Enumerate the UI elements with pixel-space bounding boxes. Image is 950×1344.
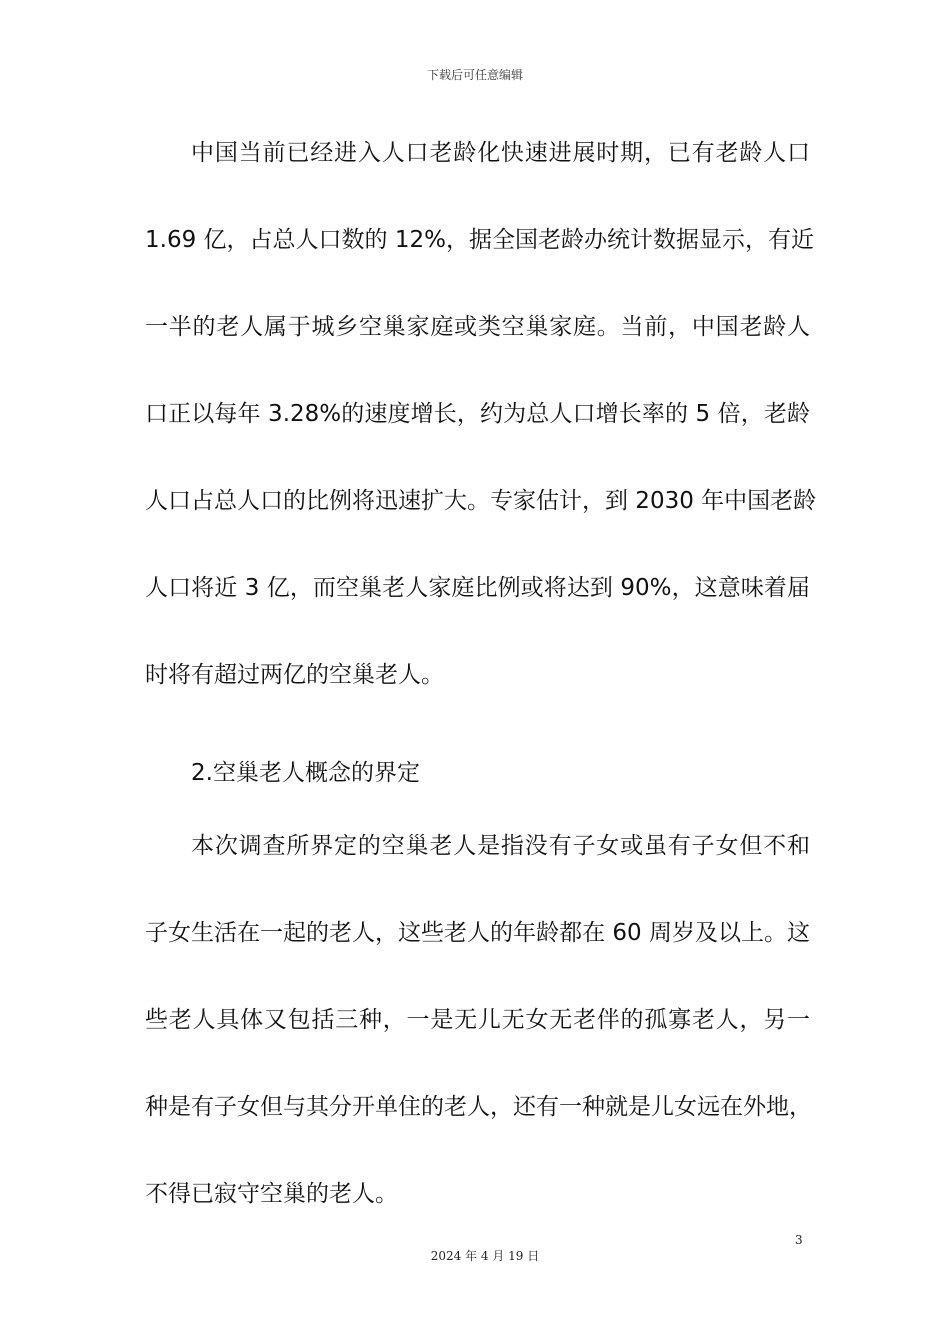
- paragraph-2-line-5: 不得已寂守空巢的老人。: [145, 1181, 398, 1207]
- section-heading: 2.空巢老人概念的界定: [191, 760, 420, 786]
- paragraph-2-line-3: 些老人具体又包括三种，一是无儿无女无老伴的孤寡老人，另一: [145, 1007, 810, 1033]
- footer-date: 2024 年 4 月 19 日: [430, 1249, 540, 1263]
- paragraph-2-line-4: 种是有子女但与其分开单住的老人，还有一种就是儿女远在外地，: [145, 1094, 812, 1120]
- paragraph-1-line-4: 口正以每年 3.28%的速度增长，约为总人口增长率的 5 倍，老龄: [145, 401, 810, 427]
- page-number: 3: [795, 1233, 803, 1247]
- paragraph-2-line-1: 本次调查所界定的空巢老人是指没有子女或虽有子女但不和: [191, 833, 810, 859]
- paragraph-1-line-5: 人口占总人口的比例将迅速扩大。专家估计，到 2030 年中国老龄: [145, 488, 817, 514]
- paragraph-2-line-2: 子女生活在一起的老人，这些老人的年龄都在 60 周岁及以上。这: [145, 920, 810, 946]
- paragraph-1-line-2: 1.69 亿，占总人口数的 12%，据全国老龄办统计数据显示，有近: [145, 227, 814, 253]
- paragraph-1-line-6: 人口将近 3 亿，而空巢老人家庭比例或将达到 90%，这意味着届: [145, 575, 810, 601]
- paragraph-1-line-3: 一半的老人属于城乡空巢家庭或类空巢家庭。当前，中国老龄人: [145, 314, 810, 340]
- paragraph-1-line-7: 时将有超过两亿的空巢老人。: [145, 662, 444, 688]
- page-header: 下载后可任意编辑: [426, 68, 523, 82]
- paragraph-1-line-1: 中国当前已经进入人口老龄化快速进展时期，已有老龄人口: [191, 140, 810, 166]
